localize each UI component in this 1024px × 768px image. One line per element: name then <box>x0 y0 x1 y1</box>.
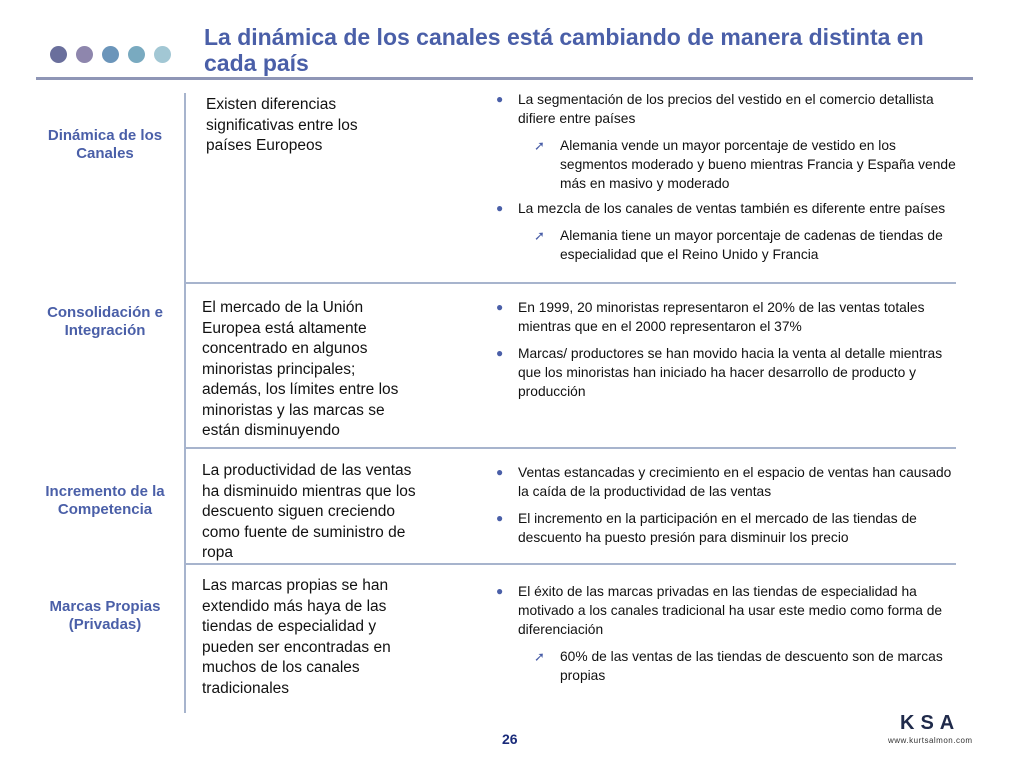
dot-2 <box>76 46 93 63</box>
row-summary-dinamica: Existen diferencias significativas entre los países Europeos <box>206 96 358 154</box>
sub-bullet-text: 60% de las ventas de las tiendas de descuento son de marcas propias <box>560 649 943 683</box>
row-summary-competencia: La productividad de las ventas ha disminuido mientras que los descuento siguen creciendo como fuente de suministro de ropa <box>202 462 416 561</box>
title-rule <box>36 77 973 80</box>
bullet-text: Marcas/ productores se han movido hacia la venta al detalle mientras que los minoristas han iniciado ha hacer desarrollo de producto y producción <box>518 346 943 399</box>
bullet-item <box>490 582 960 639</box>
sub-bullet-item <box>490 647 960 685</box>
dot-3 <box>102 46 119 63</box>
dot-4 <box>128 46 145 63</box>
bullet-text: El éxito de las marcas privadas en las tiendas de especialidad ha motivado a los canales tradicional ha usar este medio como forma de diferenciación <box>518 584 943 637</box>
bullet-item <box>490 90 960 128</box>
row-details-marcas <box>490 582 960 691</box>
logo-url: www.kurtsalmon.com <box>888 736 973 745</box>
row-label-competencia: Incremento de la Competencia <box>45 483 165 518</box>
bullet-icon: ● <box>496 300 504 314</box>
dot-1 <box>50 46 67 63</box>
sub-bullet-item <box>490 136 960 193</box>
bullet-icon: ● <box>496 92 504 106</box>
bullet-item <box>490 509 960 547</box>
row-details-competencia <box>490 463 960 555</box>
bullet-icon: ● <box>496 346 504 360</box>
bullet-text: La segmentación de los precios del vestido en el comercio detallista difiere entre países <box>518 92 934 126</box>
row-details-dinamica <box>490 90 960 270</box>
arrow-icon: ➚ <box>534 138 545 153</box>
bullet-text: La mezcla de los canales de ventas también es diferente entre países <box>518 201 946 216</box>
row-label-consolidacion: Consolidación e Integración <box>47 304 163 339</box>
row-summary-marcas: Las marcas propias se han extendido más haya de las tiendas de especialidad y pueden ser encontradas en muchos de los canales tradicionales <box>202 577 391 697</box>
bullet-item <box>490 298 960 336</box>
row-label-marcas: Marcas Propias (Privadas) <box>49 598 161 633</box>
sub-bullet-text: Alemania tiene un mayor porcentaje de cadenas de tiendas de especialidad que el Reino Unido y Francia <box>560 228 943 262</box>
page-number: 26 <box>502 731 518 747</box>
sub-bullet-item <box>490 226 960 264</box>
bullet-icon: ● <box>496 584 504 598</box>
bullet-item <box>490 344 960 401</box>
bullet-item <box>490 199 960 218</box>
bullet-icon: ● <box>496 465 504 479</box>
dot-5 <box>154 46 171 63</box>
ksa-logo: KSA <box>900 712 961 734</box>
row-details-consolidacion <box>490 298 960 409</box>
bullet-item <box>490 463 960 501</box>
decorative-dots <box>50 46 171 63</box>
vertical-divider <box>184 93 186 713</box>
bullet-text: Ventas estancadas y crecimiento en el espacio de ventas han causado la caída de la productividad de las ventas <box>518 465 952 499</box>
bullet-text: En 1999, 20 minoristas representaron el 20% de las ventas totales mientras que en el 2000 representaron el 37% <box>518 300 925 334</box>
bullet-icon: ● <box>496 201 504 215</box>
row-divider-1 <box>184 282 956 284</box>
arrow-icon: ➚ <box>534 228 545 243</box>
row-summary-consolidacion: El mercado de la Unión Europea está altamente concentrado en algunos minoristas principales; además, los límites entre los minoristas y las marcas se están disminuyendo <box>202 299 399 439</box>
sub-bullet-text: Alemania vende un mayor porcentaje de vestido en los segmentos moderado y bueno mientras Francia y España vende más en masivo y moderado <box>560 138 956 191</box>
slide-title: La dinámica de los canales está cambiando de manera distinta en cada país <box>204 24 924 76</box>
bullet-text: El incremento en la participación en el mercado de las tiendas de descuento ha puesto presión para disminuir los precio <box>518 511 917 545</box>
row-divider-2 <box>184 447 956 449</box>
arrow-icon: ➚ <box>534 649 545 664</box>
row-label-dinamica: Dinámica de los Canales <box>47 127 163 162</box>
bullet-icon: ● <box>496 511 504 525</box>
